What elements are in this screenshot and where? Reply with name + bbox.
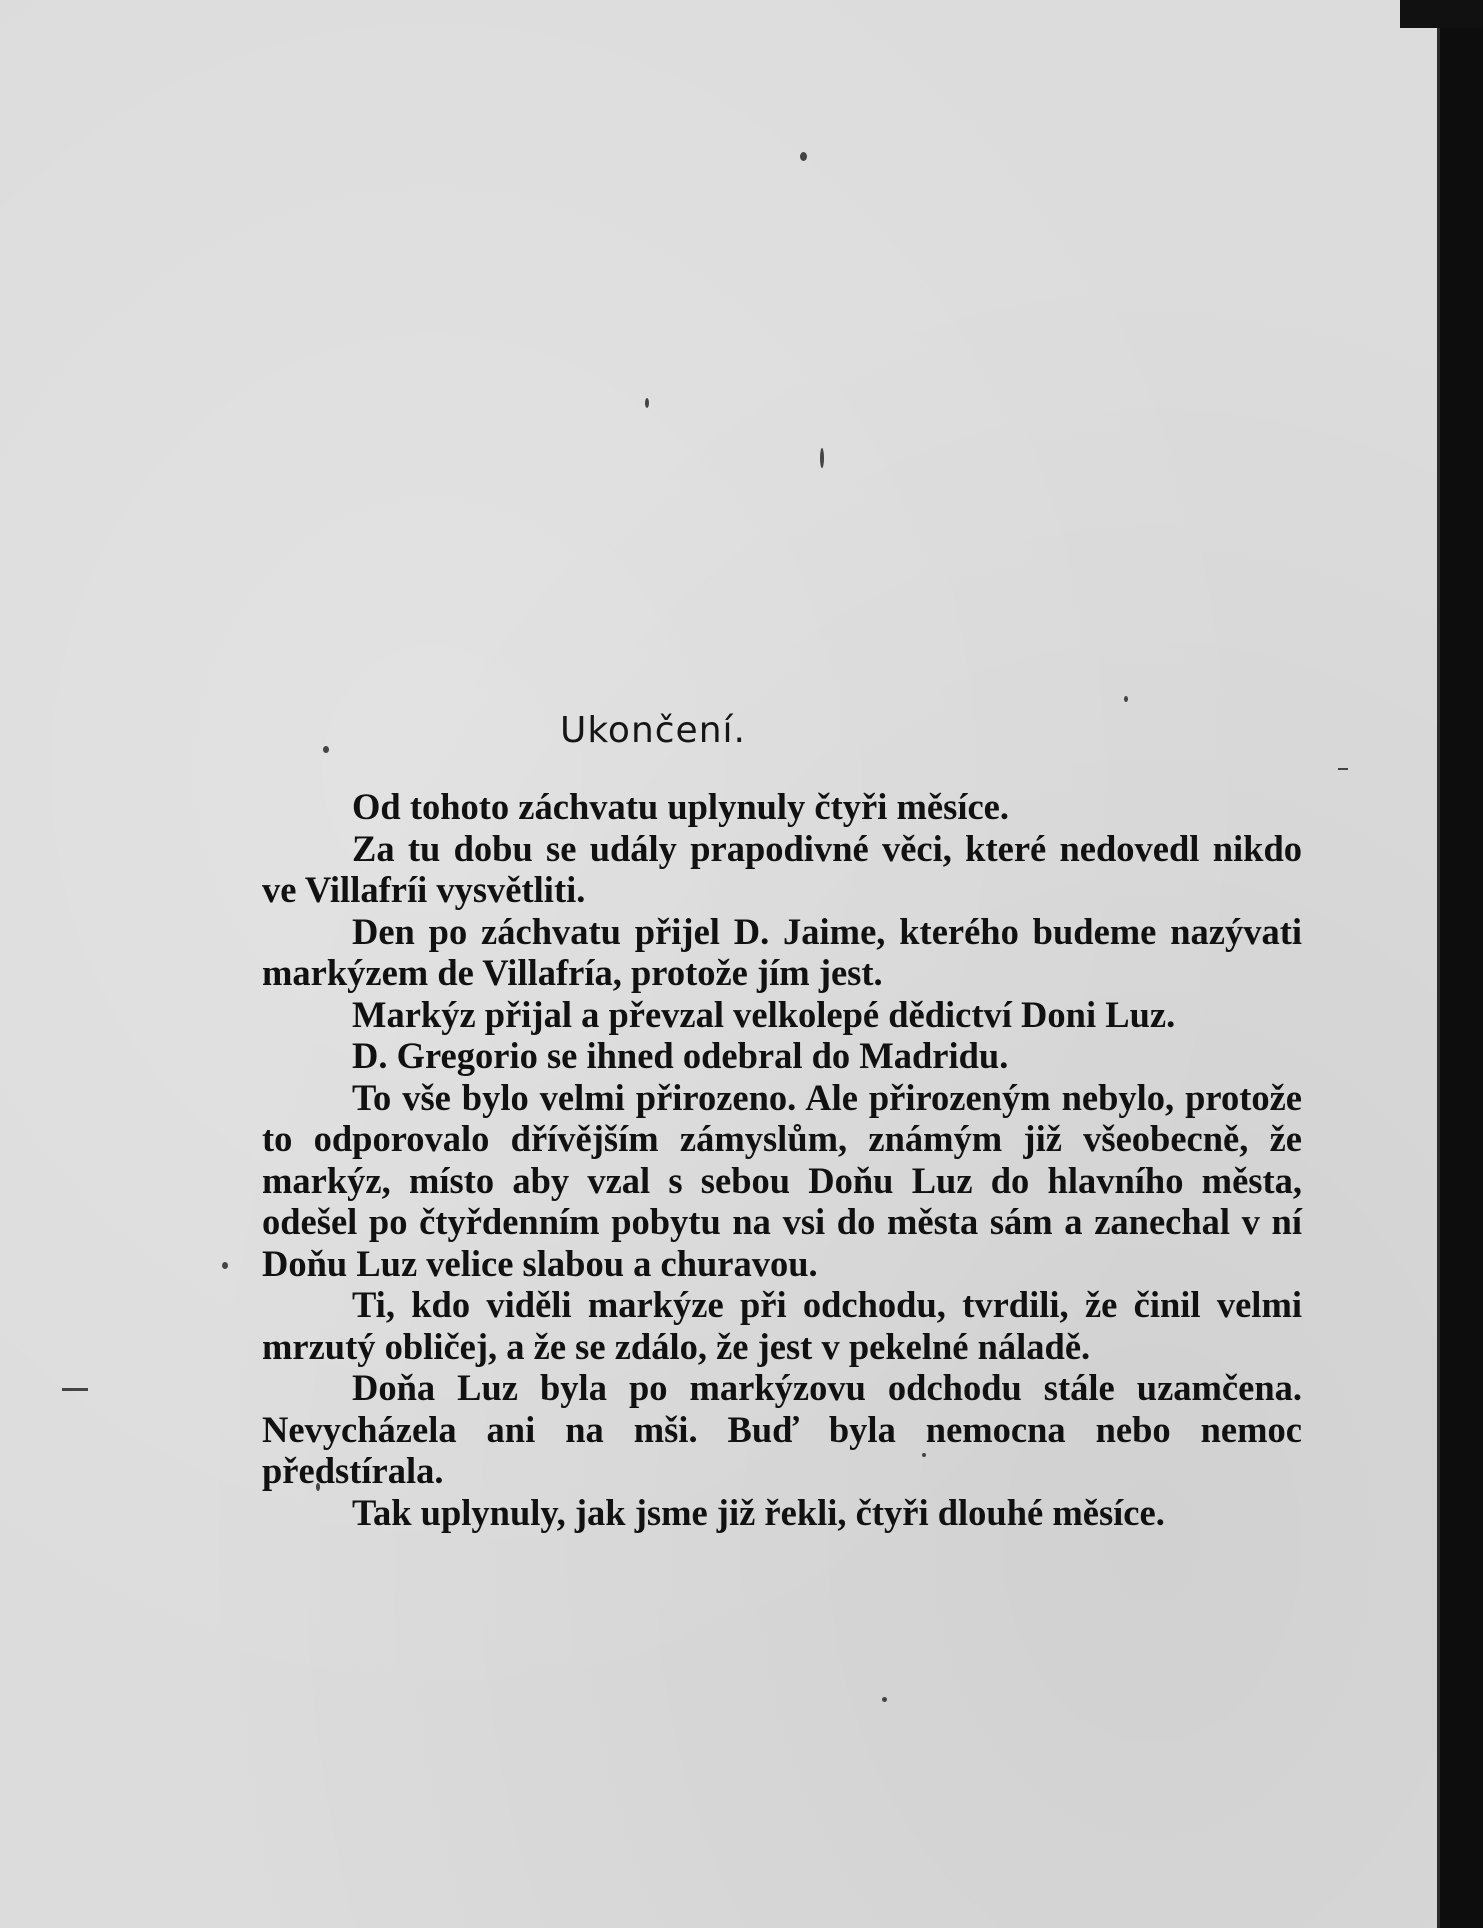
scan-border (1437, 0, 1483, 1928)
paragraph: Markýz přijal a převzal velkolepé dědictví Doni Luz. (352, 993, 1176, 1035)
scan-border-top (1400, 0, 1483, 28)
print-speck (222, 1262, 228, 1269)
print-speck (1338, 768, 1348, 770)
chapter-title: Ukončení. (560, 710, 746, 752)
paragraph: Den po záchvatu přijel D. Jaime, kterého budeme nazývati markýzem de Villafría, protože jím jest. (262, 910, 1302, 993)
paragraph: D. Gregorio se ihned odebral do Madridu. (352, 1035, 1009, 1076)
paragraph: Za tu dobu se udály prapodivné věci, které nedovedl nikdo ve Villafríi vysvětliti. (262, 827, 1302, 910)
print-speck (62, 1388, 88, 1391)
paragraph: Doňa Luz byla po markýzovu odchodu stále uzamčena. Nevycházela ani na mši. Buď byla nemocna nebo nemoc předstírala. (262, 1367, 1302, 1491)
print-speck (800, 152, 807, 161)
paragraph: Ti, kdo viděli markýze při odchodu, tvrdili, že činil velmi mrzutý obličej, a že se zdálo, že jest v pekelné náladě. (262, 1284, 1302, 1367)
chapter-body (262, 786, 1302, 1533)
print-speck (820, 448, 824, 468)
paragraph: Od tohoto záchvatu uplynuly čtyři měsíce. (352, 786, 1009, 827)
print-speck (645, 398, 649, 408)
paragraph: To vše bylo velmi přirozeno. Ale přirozeným nebylo, protože to odporovalo dřívějším zámyslům, známým již všeobecně, že markýz, místo aby vzal s sebou Doňu Luz do hlavního města, odešel po čtyřdenním pobytu na vsi do města sám a zanechal v ní Doňu Luz velice slabou a churavou. (262, 1076, 1302, 1284)
print-speck (323, 746, 329, 753)
print-speck (882, 1697, 887, 1702)
print-speck (1124, 696, 1128, 702)
paragraph: Tak uplynuly, jak jsme již řekli, čtyři dlouhé měsíce. (352, 1491, 1165, 1533)
